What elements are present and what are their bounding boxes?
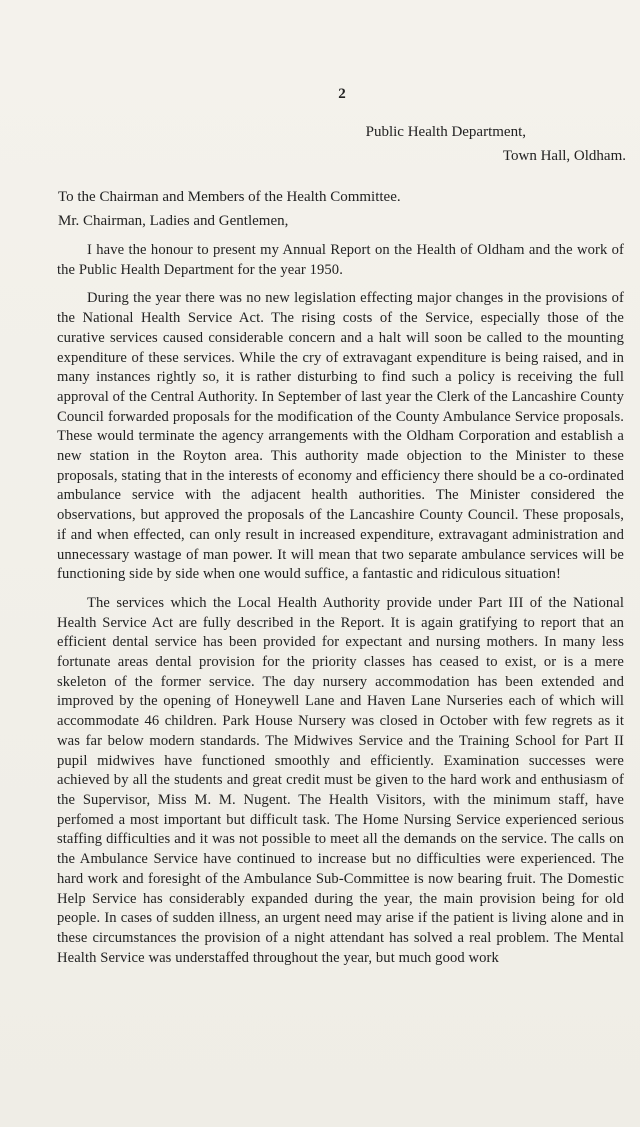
address-line-department: Public Health Department,: [365, 124, 526, 140]
paragraph-introduction: I have the honour to present my Annual Report on the Health of Oldham and the work of the Public Health Department for the year 1950.: [57, 242, 624, 278]
paragraph-legislation: During the year there was no new legislation effecting major changes in the provisions of the National Health Service Act. The rising costs of the Service, especially those of the curative services caused considerable concern and a halt will soon be called to the mounting expenditure of these services. While the cry of extravagant expenditure is being raised, and in many instances rightly so, it is rather disturbing to find such a policy is receiving the full approval of the Central Authority. In September of last year the Clerk of the Lancashire County Council forwarded proposals for the modification of the County Ambulance Service proposals. These would terminate the agency arrangements with the Oldham Corporation and establish a new station in the Royton area. This authority made objection to the Minister to these proposals, stating that in the interests of economy and efficiency there should be a co-ordinated ambulance service with the adjacent health authorities. The Minister considered the observations, but approved the proposals of the Lancashire County Council. These proposals, if and when effected, can only result in increased expenditure, extravagant administration and unnecessary wastage of man power. It will mean that two separate ambulance services will be functioning side by side when one would suffice, a fantastic and ridiculous situation!: [57, 290, 624, 583]
page-number: 2: [338, 86, 346, 102]
addressee-line: To the Chairman and Members of the Health Committee.: [58, 189, 401, 205]
salutation-line: Mr. Chairman, Ladies and Gentlemen,: [58, 213, 289, 229]
paragraph-services: The services which the Local Health Authority provide under Part III of the National Health Service Act are fully described in the Report. It is again gratifying to report that an efficient dental service has been provided for expectant and nursing mothers. In many less fortunate areas dental provision for the priority classes has ceased to exist, or is a mere skeleton of the former service. The day nursery accommodation has been extended and improved by the opening of Honeywell Lane and Haven Lane Nurseries each of which will accommodate 46 children. Park House Nursery was closed in October with few regrets as it was far below modern standards. The Midwives Service and the Training School for Part II pupil midwives have functioned smoothly and efficiently. Examination successes were achieved by all the students and great credit must be given to the hard work and enthusiasm of the Supervisor, Miss M. M. Nugent. The Health Visitors, with the minimum staff, have perfomed a most important but difficult task. The Home Nursing Service experienced serious staffing difficulties and it was not possible to meet all the demands on the service. The calls on the Ambulance Service have continued to increase but no difficulties were experienced. The hard work and foresight of the Ambulance Sub-Committee is now bearing fruit. The Domestic Help Service has considerably expanded during the year, the main provision being for old people. In cases of sudden illness, an urgent need may arise if the patient is living alone and in these circumstances the provision of a night attendant has solved a real problem. The Mental Health Service was understaffed throughout the year, but much good work: [57, 594, 624, 966]
sender-address: [366, 120, 626, 168]
address-line-town-hall: Town Hall, Oldham.: [502, 148, 626, 164]
report-body: [57, 241, 624, 977]
